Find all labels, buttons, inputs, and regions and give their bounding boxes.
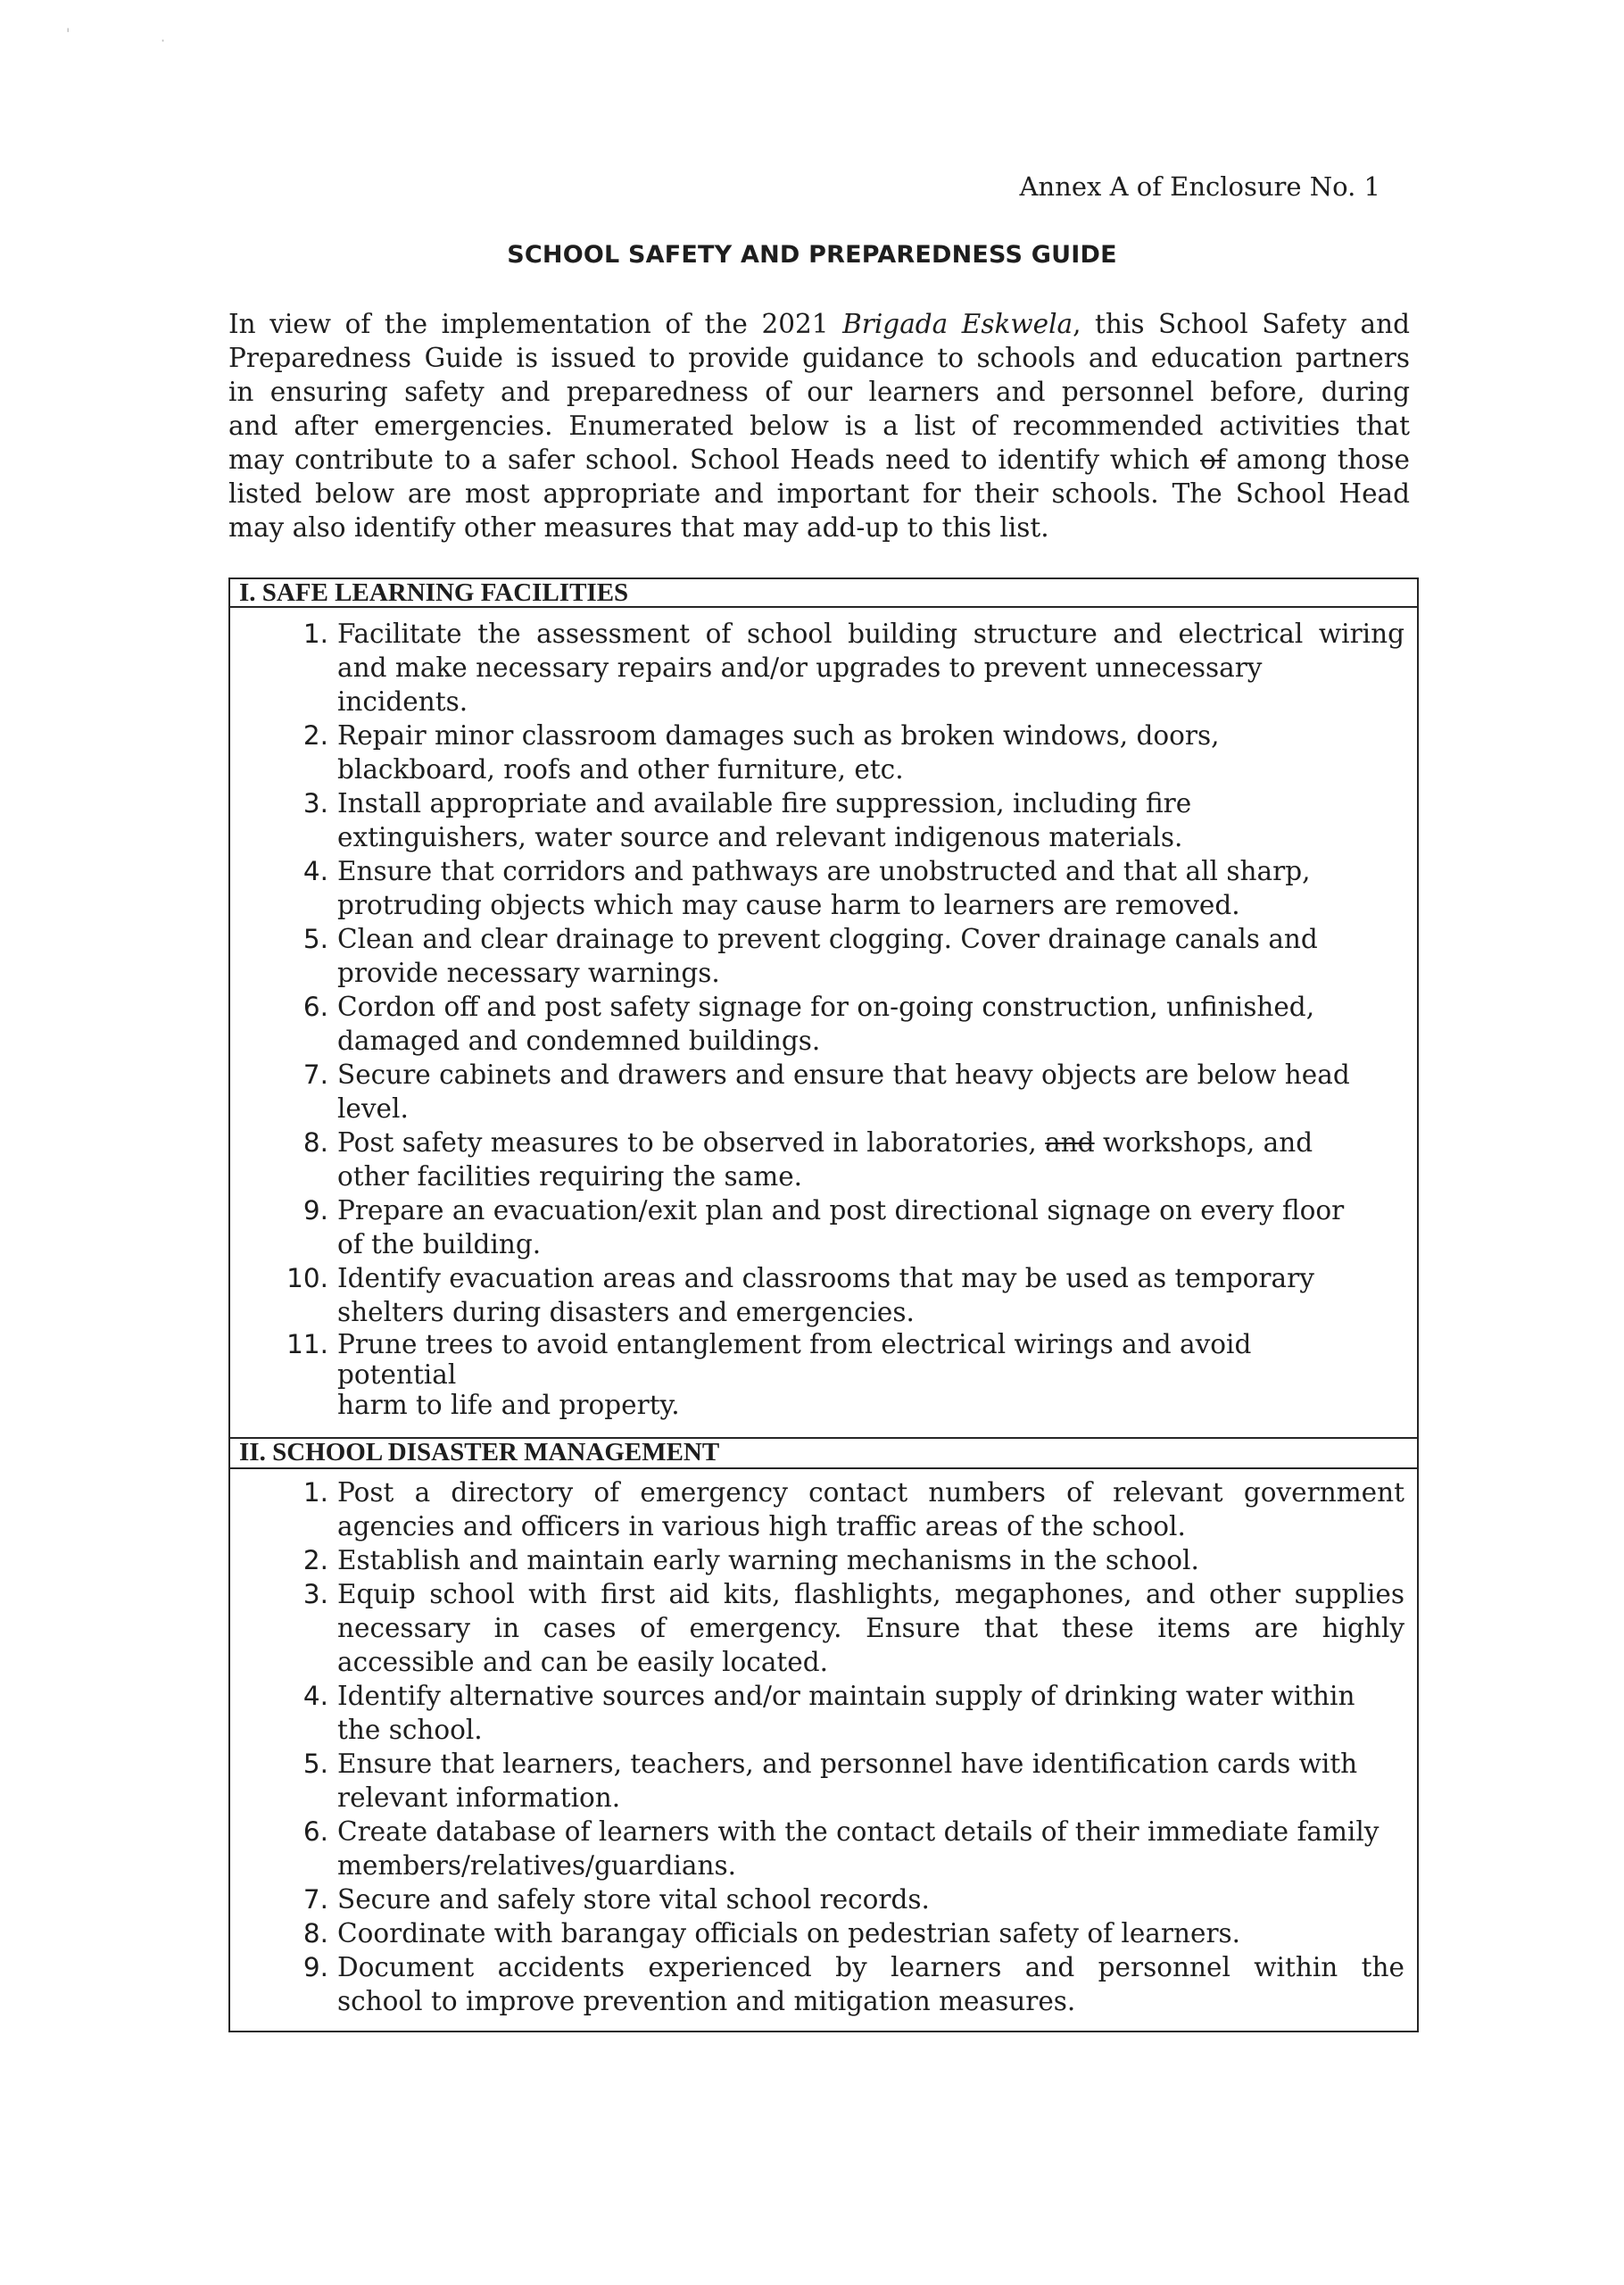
list-item: 7. Secure and safely store vital school records. bbox=[302, 1884, 930, 1915]
list-item: 10. Identify evacuation areas and classrooms that may be used as temporary shelters during disasters and emergencies. bbox=[286, 1263, 1314, 1327]
list-item: 7. Secure cabinets and drawers and ensure that heavy objects are below head level. bbox=[302, 1059, 1350, 1124]
annex-label: Annex A of Enclosure No. 1 bbox=[1019, 171, 1380, 202]
list-item: 2. Establish and maintain early warning mechanisms in the school. bbox=[302, 1545, 1199, 1575]
list-item: 11. Prune trees to avoid entanglement from electrical wirings and avoid potential harm to life and property. bbox=[286, 1329, 1252, 1420]
list-item: 6. Create database of learners with the contact details of their immediate family members/relatives/guardians. bbox=[302, 1816, 1380, 1881]
guide-table bbox=[228, 577, 1419, 2032]
list-item: 2. Repair minor classroom damages such as broken windows, doors, blackboard, roofs and other furniture, etc. bbox=[302, 720, 1220, 785]
intro-line-6: listed below are most appropriate and important for their schools. The School Head bbox=[228, 478, 1410, 509]
intro-line-1: In view of the implementation of the 2021 Brigada Eskwela, this School Safety and bbox=[228, 309, 1410, 339]
intro-line-5: may contribute to a safer school. School Heads need to identify which of among those bbox=[228, 445, 1411, 475]
list-item: 5. Clean and clear drainage to prevent clogging. Cover drainage canals and provide necessary warnings. bbox=[302, 924, 1318, 988]
document-title: SCHOOL SAFETY AND PREPAREDNESS GUIDE bbox=[507, 241, 1117, 269]
list-item: 3. Install appropriate and available fire suppression, including fire extinguishers, water source and relevant indigenous materials. bbox=[302, 788, 1192, 852]
list-item: 8. Coordinate with barangay officials on pedestrian safety of learners. bbox=[302, 1918, 1241, 1948]
scan-speck-left: ' bbox=[66, 25, 70, 42]
intro-line-3: in ensuring safety and preparedness of our learners and personnel before, during bbox=[228, 377, 1410, 407]
safe-learning-facilities-list bbox=[230, 617, 1417, 1420]
list-item: 4. Ensure that corridors and pathways are unobstructed and that all sharp, protruding objects which may cause harm to learners are removed. bbox=[302, 856, 1311, 920]
intro-line-4: and after emergencies. Enumerated below is a list of recommended activities that bbox=[228, 411, 1410, 441]
list-item: 4. Identify alternative sources and/or maintain supply of drinking water within the school. bbox=[302, 1681, 1355, 1745]
school-disaster-management-list bbox=[230, 1475, 1417, 2018]
intro-line-2: Preparedness Guide is issued to provide guidance to schools and education partners bbox=[228, 343, 1410, 373]
section-heading-school-disaster-management: II. SCHOOL DISASTER MANAGEMENT bbox=[230, 1437, 1417, 1469]
list-item: 3. Equip school with first aid kits, flashlights, megaphones, and other supplies necessary in cases of emergency. Ensure that these items are highly accessible and can be easily located. bbox=[302, 1579, 1404, 1677]
intro-line-7: may also identify other measures that may add-up to this list. bbox=[228, 512, 1049, 543]
list-item: 1. Facilitate the assessment of school building structure and electrical wiring and make necessary repairs and/or upgrades to prevent unnecessary incidents. bbox=[302, 619, 1404, 717]
section-heading-safe-learning-facilities: I. SAFE LEARNING FACILITIES bbox=[230, 579, 1417, 608]
struck-word: of bbox=[1200, 445, 1226, 475]
list-item: 6. Cordon off and post safety signage for on-going construction, unfinished, damaged and condemned buildings. bbox=[302, 992, 1315, 1056]
struck-word: and bbox=[1045, 1127, 1095, 1158]
list-item: 9. Document accidents experienced by learners and personnel within the school to improve prevention and mitigation measures. bbox=[302, 1952, 1404, 2016]
list-item: 5. Ensure that learners, teachers, and personnel have identification cards with relevant information. bbox=[302, 1749, 1358, 1813]
brigada-eskwela-emphasis: Brigada Eskwela bbox=[842, 309, 1073, 339]
intro-paragraph bbox=[228, 307, 1410, 544]
list-item: 1. Post a directory of emergency contact numbers of relevant government agencies and officers in various high traffic areas of the school. bbox=[302, 1477, 1404, 1541]
list-item: 8. Post safety measures to be observed in laboratories, and workshops, and other facilities requiring the same. bbox=[302, 1127, 1313, 1192]
list-item: 9. Prepare an evacuation/exit plan and post directional signage on every floor of the building. bbox=[302, 1195, 1345, 1259]
scan-speck-right: · bbox=[161, 32, 166, 49]
